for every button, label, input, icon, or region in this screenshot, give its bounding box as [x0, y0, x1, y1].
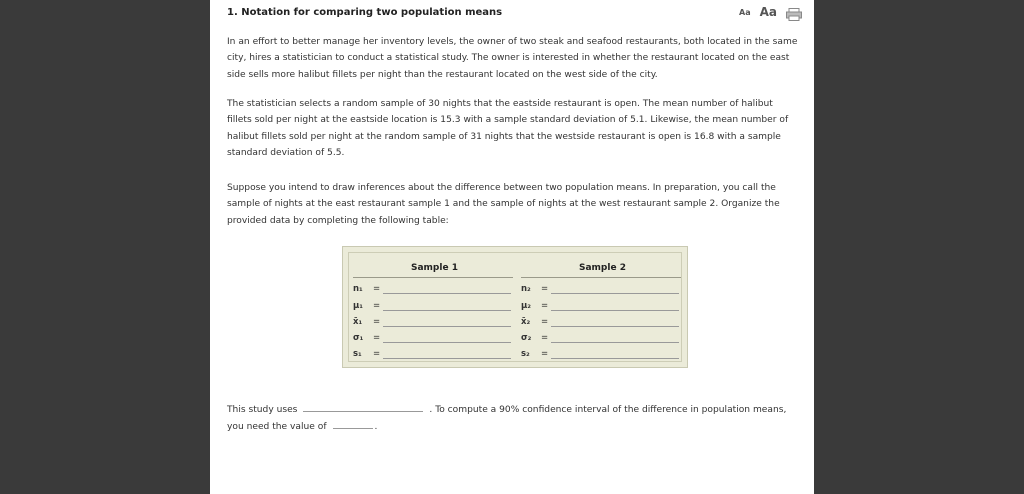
n1-input[interactable]	[383, 283, 511, 294]
sigma2-input[interactable]	[551, 332, 679, 343]
mu2-input[interactable]	[551, 300, 679, 311]
s1-input[interactable]	[383, 348, 511, 359]
symbol-label: σ₂	[521, 332, 532, 343]
mu1-input[interactable]	[383, 300, 511, 311]
question-title: 1. Notation for comparing two population means	[227, 7, 503, 18]
xbar2-input[interactable]	[551, 316, 679, 327]
symbol-label: μ₂	[521, 300, 531, 311]
xbar2-row: x̄₂ =	[521, 316, 679, 327]
n2-row: n₂ =	[521, 283, 679, 294]
mu1-row: μ₁ =	[353, 300, 511, 311]
sigma1-row: σ₁ =	[353, 332, 511, 343]
sample-table-body	[348, 252, 682, 362]
symbol-label: n₂	[521, 283, 531, 294]
symbol-label: n₁	[353, 283, 363, 294]
study-type-dropdown[interactable]	[303, 402, 423, 412]
sample-table	[342, 246, 688, 368]
symbol-label: s₂	[521, 348, 530, 359]
sigma1-input[interactable]	[383, 332, 511, 343]
symbol-label: σ₁	[353, 332, 364, 343]
divider	[521, 277, 681, 278]
divider	[353, 277, 513, 278]
question-panel	[210, 0, 814, 494]
sample2-header: Sample 2	[579, 263, 626, 273]
print-icon[interactable]	[786, 6, 802, 19]
xbar1-row: x̄₁ =	[353, 316, 511, 327]
symbol-label: x̄₁	[353, 316, 363, 327]
sample1-header: Sample 1	[411, 263, 458, 273]
symbol-label: s₁	[353, 348, 362, 359]
toolbar	[739, 5, 802, 19]
decrease-font-button[interactable]: Aa	[739, 7, 751, 17]
sample-paragraph: The statistician selects a random sample of 30 nights that the eastside restaurant is open. The mean number of halibut fillets sold per night at the eastside location is 15.3 with a sample standard deviation of 5.1. Likewise, the mean number of halibut fillets sold per night at the random sample of 31 nights that the westside restaurant is open is 16.8 with a sample standard deviation of 5.5.	[227, 99, 789, 158]
n2-input[interactable]	[551, 283, 679, 294]
sigma2-row: σ₂ =	[521, 332, 679, 343]
intro-paragraph: In an effort to better manage her inventory levels, the owner of two steak and seafood restaurants, both located in the same city, hires a statistician to conduct a statistical study. The owner is interested in whether the restaurant located on the east side sells more halibut fillets per night than the restaurant located on the west side of the city.	[227, 37, 798, 80]
s1-row: s₁ =	[353, 348, 511, 359]
s2-input[interactable]	[551, 348, 679, 359]
xbar1-input[interactable]	[383, 316, 511, 327]
n1-row: n₁ =	[353, 283, 511, 294]
value-needed-dropdown[interactable]	[333, 419, 373, 429]
s2-row: s₂ =	[521, 348, 679, 359]
symbol-label: μ₁	[353, 300, 363, 311]
mu2-row: μ₂ =	[521, 300, 679, 311]
instruction-paragraph: Suppose you intend to draw inferences about the difference between two population means. In preparation, you call the sample of nights at the east restaurant sample 1 and the sample of nights at the west restaurant sample 2. Organize the provided data by completing the following table:	[227, 183, 780, 226]
conclusion-text: This study uses . To compute a 90% confidence interval of the difference in population means, you need the value of .	[227, 402, 799, 435]
increase-font-button[interactable]: Aa	[759, 5, 777, 19]
symbol-label: x̄₂	[521, 316, 531, 327]
